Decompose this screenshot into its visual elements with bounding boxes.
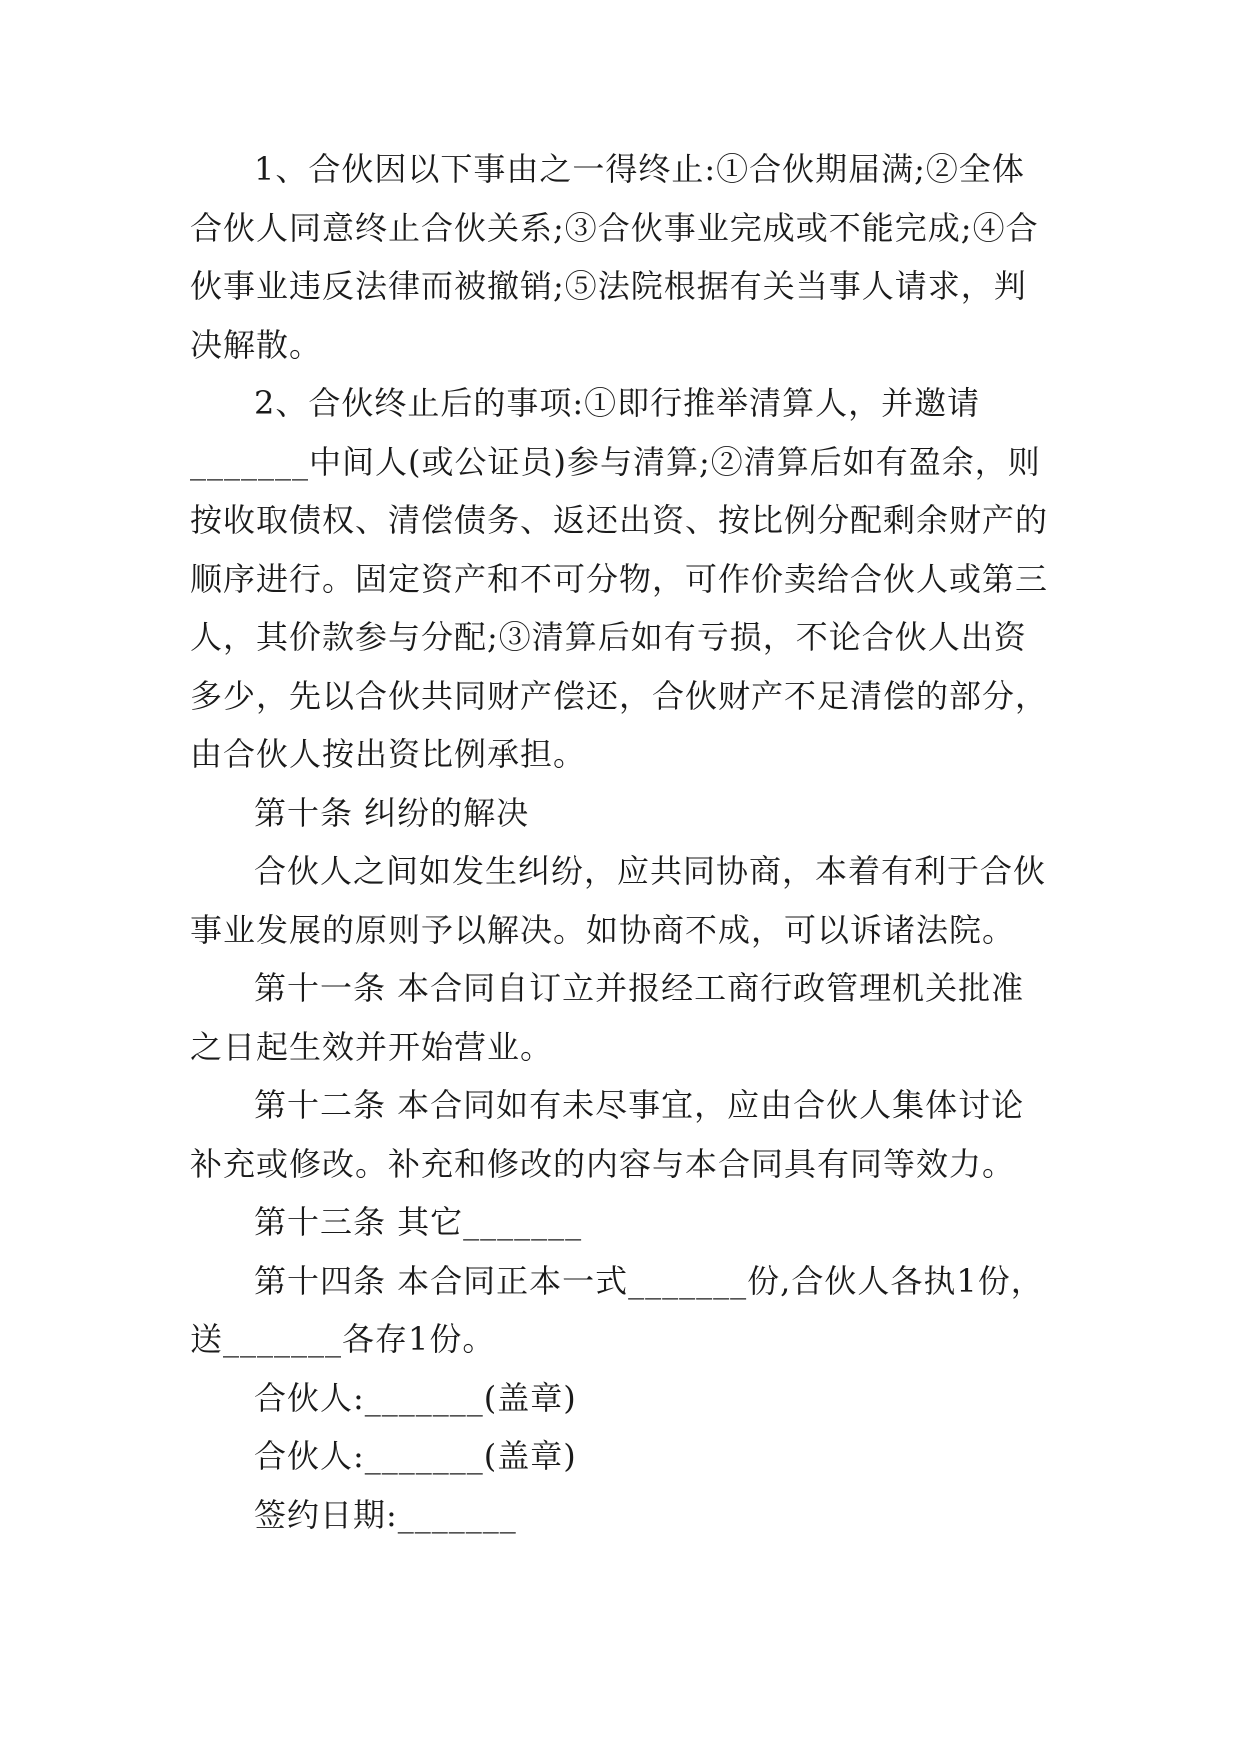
partner-signature-2 <box>190 1427 1060 1486</box>
text-line: 第十二条 本合同如有未尽事宜，应由合伙人集体讨论 <box>254 1086 1025 1124</box>
text-line: _______中间人(或公证员)参与清算;②清算后如有盈余，则 <box>190 442 1041 481</box>
text-line: 第十三条 其它_______ <box>254 1203 583 1241</box>
article-10-heading <box>190 784 1060 843</box>
text-line: 补充或修改。补充和修改的内容与本合同具有同等效力。 <box>190 1144 1016 1183</box>
text-line: 合伙人之间如发生纠纷，应共同协商，本着有利于合伙 <box>254 852 1047 890</box>
clause-post-termination <box>190 374 1060 784</box>
text-line: 第十一条 本合同自订立并报经工商行政管理机关批准 <box>254 969 1025 1007</box>
article-13 <box>190 1193 1060 1252</box>
text-line: 多少，先以合伙共同财产偿还，合伙财产不足清偿的部分， <box>190 676 1049 715</box>
signing-date <box>190 1486 1060 1545</box>
text-line: 伙事业违反法律而被撤销;⑤法院根据有关当事人请求，判 <box>190 267 1027 305</box>
article-12 <box>190 1076 1060 1193</box>
article-11 <box>190 959 1060 1076</box>
text-line: 送_______各存1份。 <box>190 1320 496 1358</box>
text-line: 决解散。 <box>190 325 323 364</box>
text-line: 签约日期:_______ <box>254 1495 517 1534</box>
partner-signature-1 <box>190 1369 1060 1428</box>
text-line: 1、合伙因以下事由之一得终止:①合伙期届满;②全体 <box>254 150 1025 188</box>
text-line: 由合伙人按出资比例承担。 <box>190 735 587 773</box>
text-line: 合伙人同意终止合伙关系;③合伙事业完成或不能完成;④合 <box>190 208 1039 247</box>
article-14 <box>190 1252 1060 1369</box>
clause-termination-causes <box>190 140 1060 374</box>
text-line: 之日起生效并开始营业。 <box>190 1027 554 1066</box>
article-10-body <box>190 842 1060 959</box>
text-line: 第十条 纠纷的解决 <box>254 793 530 832</box>
text-line: 事业发展的原则予以解决。如协商不成，可以诉诸法院。 <box>190 910 1016 949</box>
text-line: 第十四条 本合同正本一式_______份,合伙人各执1份， <box>254 1261 1044 1300</box>
text-line: 合伙人:_______(盖章) <box>254 1378 577 1417</box>
document-page <box>190 140 1060 1544</box>
text-line: 人，其价款参与分配;③清算后如有亏损，不论合伙人出资 <box>190 618 1027 656</box>
text-line: 合伙人:_______(盖章) <box>254 1437 577 1475</box>
text-line: 按收取债权、清偿债务、返还出资、按比例分配剩余财产的 <box>190 501 1049 539</box>
text-line: 2、合伙终止后的事项:①即行推举清算人，并邀请 <box>254 384 981 422</box>
text-line: 顺序进行。固定资产和不可分物，可作价卖给合伙人或第三 <box>190 559 1049 598</box>
